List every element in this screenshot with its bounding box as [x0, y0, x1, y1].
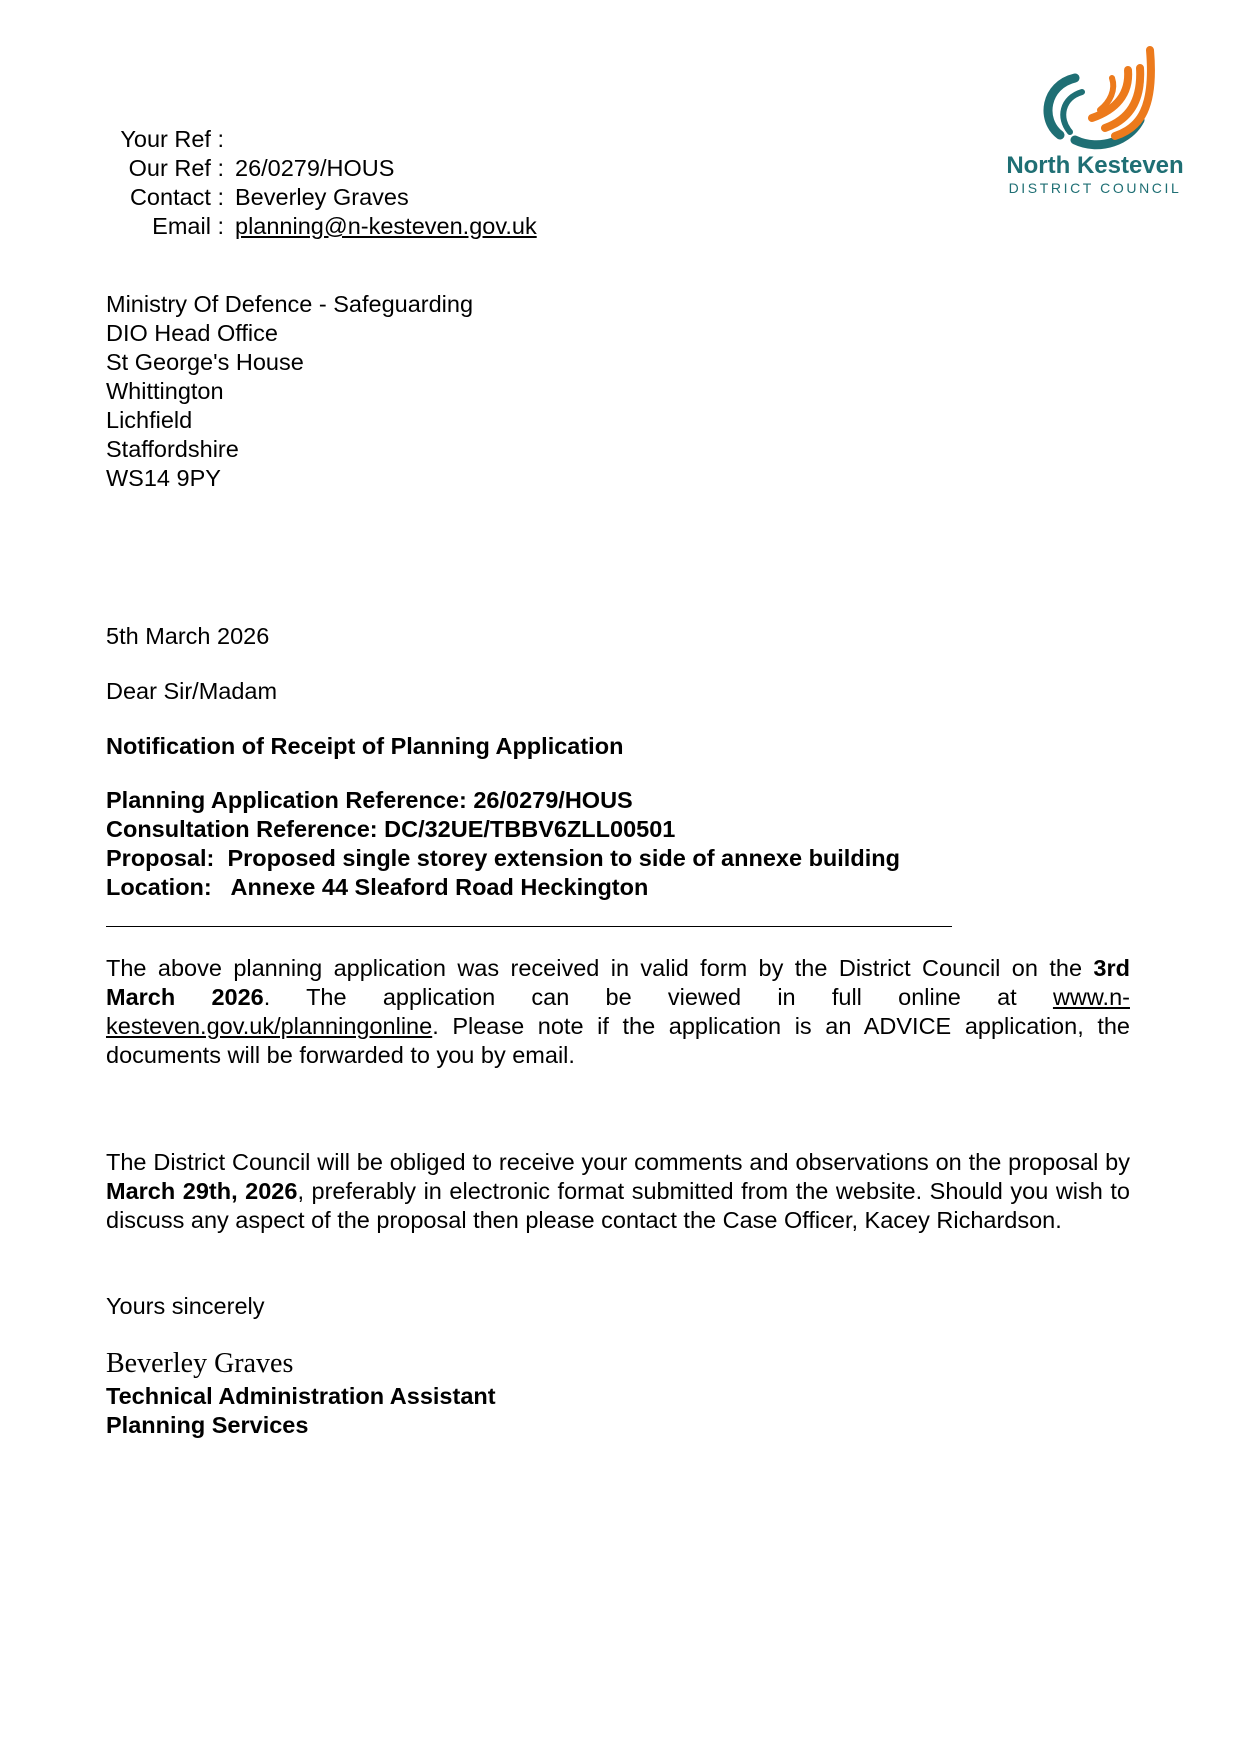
signature: Beverley Graves — [106, 1348, 294, 1379]
proposal-line — [106, 844, 900, 873]
contact-value: Beverley Graves — [235, 184, 409, 210]
letter-date: 5th March 2026 — [106, 623, 270, 649]
our-ref-label: Our Ref : — [128, 155, 224, 181]
application-reference: Planning Application Reference: 26/0279/HOUS — [106, 787, 633, 813]
divider-line — [106, 926, 952, 927]
para1-text-2: . The application can be viewed in full online at — [263, 984, 1017, 1010]
signatory-department: Planning Services — [106, 1412, 309, 1438]
logo-name: North Kesteven — [1006, 152, 1184, 179]
closing: Yours sincerely — [106, 1293, 265, 1319]
address-line: Ministry Of Defence - Safeguarding — [106, 291, 474, 317]
our-ref-row — [0, 154, 224, 183]
application-details — [106, 786, 900, 902]
planning-online-link[interactable]: www.n-kesteven.gov.uk/planningonline — [106, 984, 1130, 1039]
para1-text-3: . Please note if the application is an ADVICE application, the documents will be forwarded to you by email. — [106, 1013, 1130, 1068]
deadline-date: March 29th, 2026 — [106, 1178, 298, 1204]
paragraph-received — [106, 954, 1130, 1070]
location-line — [106, 873, 900, 902]
email-row — [0, 212, 224, 241]
para2-text-2: , preferably in electronic format submitted from the website. Should you wish to discuss any aspect of the proposal then please contact the Case Officer, Kacey Richardson. — [106, 1178, 1130, 1233]
swirl-logo-icon — [1000, 40, 1190, 150]
received-date: 3rd March 2026 — [106, 955, 1130, 1010]
salutation: Dear Sir/Madam — [106, 678, 278, 704]
proposal-label: Proposal: — [106, 845, 215, 871]
address-line: DIO Head Office — [106, 320, 278, 346]
your-ref-label: Your Ref : — [120, 126, 224, 152]
email-link[interactable]: planning@n-kesteven.gov.uk — [235, 213, 537, 239]
address-line: Whittington — [106, 378, 224, 404]
address-line: WS14 9PY — [106, 465, 221, 491]
letter-heading: Notification of Receipt of Planning Application — [106, 733, 624, 759]
logo-subtitle: DISTRICT COUNCIL — [1008, 180, 1182, 196]
contact-label: Contact : — [129, 184, 224, 210]
contact-row — [0, 183, 224, 212]
address-line: Lichfield — [106, 407, 193, 433]
location-label: Location: — [106, 874, 212, 900]
our-ref-value: 26/0279/HOUS — [235, 155, 395, 181]
address-line: Staffordshire — [106, 436, 239, 462]
consultation-reference: Consultation Reference: DC/32UE/TBBV6ZLL00501 — [106, 816, 676, 842]
para1-text: The above planning application was received in valid form by the District Council on the — [106, 955, 1083, 981]
proposal-value: Proposed single storey extension to side of annexe building — [227, 845, 900, 871]
para2-text: The District Council will be obliged to receive your comments and observations on the proposal by — [106, 1149, 1130, 1175]
your-ref-row — [0, 125, 224, 154]
paragraph-comments — [106, 1148, 1130, 1235]
address-line: St George's House — [106, 349, 304, 375]
email-label: Email : — [152, 213, 224, 239]
recipient-address — [106, 290, 473, 493]
location-value: Annexe 44 Sleaford Road Heckington — [230, 874, 649, 900]
signatory-title: Technical Administration Assistant — [106, 1383, 496, 1409]
